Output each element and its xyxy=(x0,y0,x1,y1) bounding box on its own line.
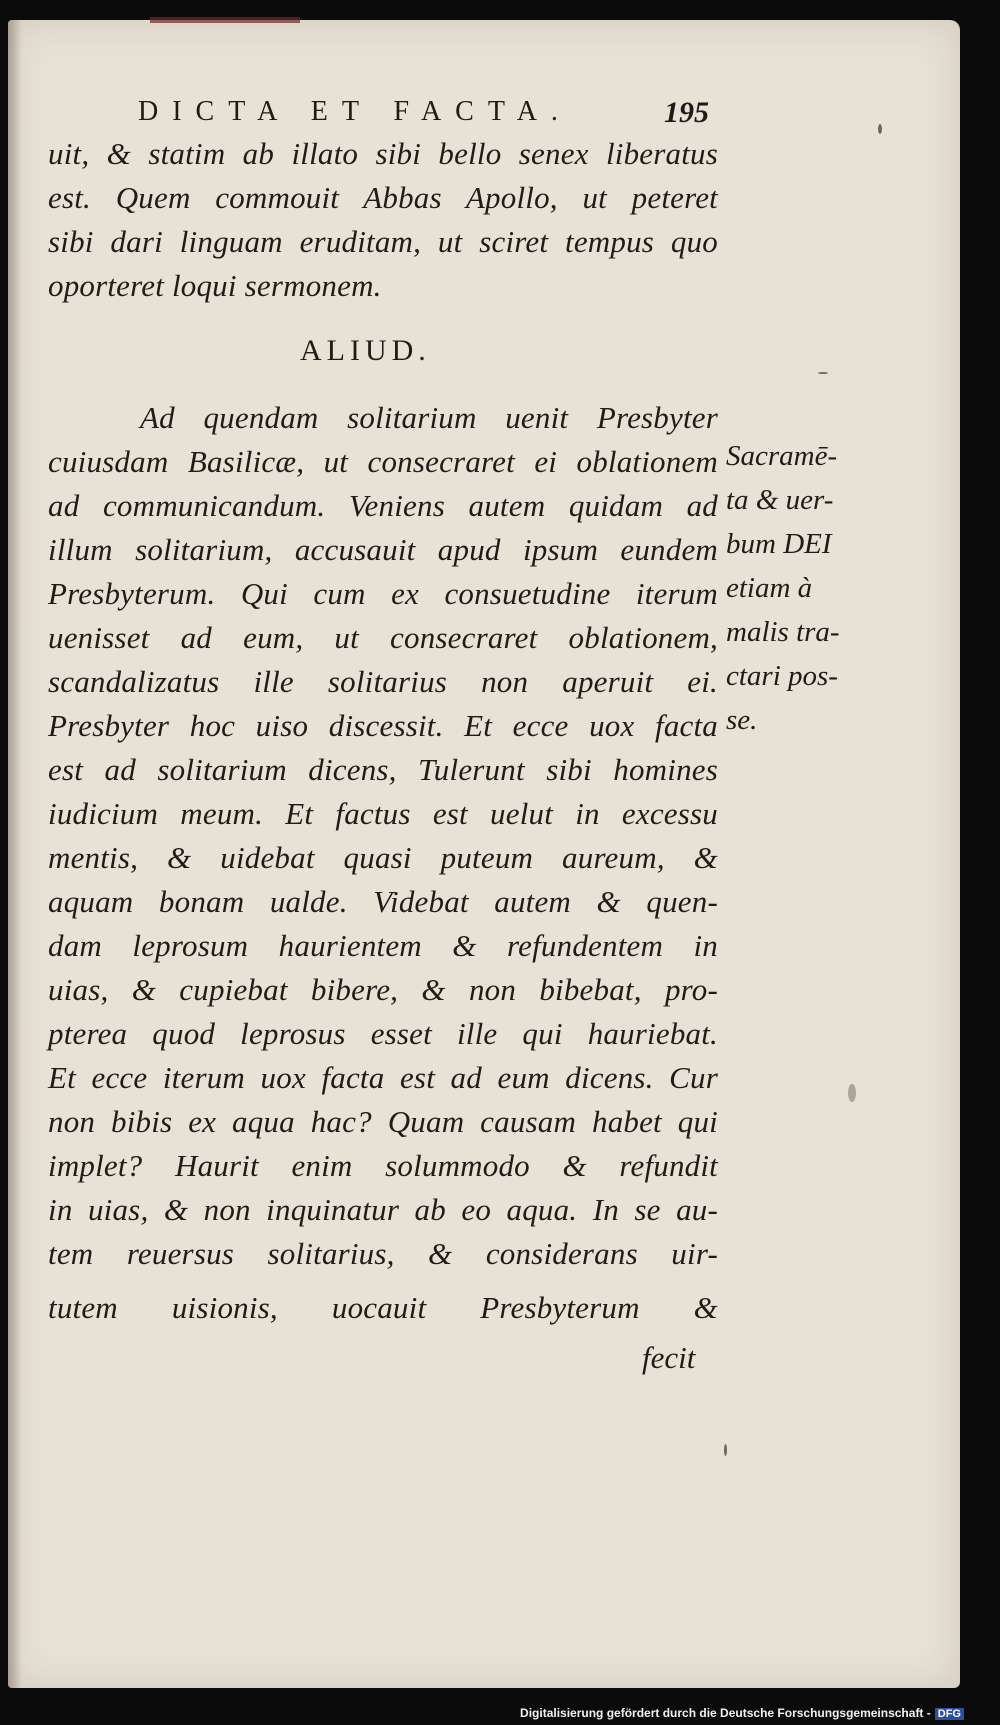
page-number: 195 xyxy=(664,96,709,129)
text-line: iudicium meum. Et factus est uelut in excessu xyxy=(48,796,718,831)
running-head: DICTA ET FACTA. xyxy=(138,96,572,127)
text-line: implet? Haurit enim solummodo & refundit xyxy=(48,1148,718,1183)
text-line: uias, & cupiebat bibere, & non bibebat, pro- xyxy=(48,972,718,1007)
text-line: mentis, & uidebat quasi puteum aureum, & xyxy=(48,840,718,875)
margin-note-line: Sacramē- xyxy=(726,440,838,472)
text-line: Presbyterum. Qui cum ex consuetudine iterum xyxy=(48,576,718,611)
catchword: fecit xyxy=(642,1340,696,1375)
text-line: tem reuersus solitarius, & considerans uir- xyxy=(48,1236,718,1271)
margin-note-line: etiam à xyxy=(726,572,813,604)
text-line: oporteret loqui sermonem. xyxy=(48,268,382,303)
text-line: sibi dari linguam eruditam, ut sciret tempus quo xyxy=(48,224,718,259)
margin-note-line: ctari pos- xyxy=(726,660,838,692)
text-line: est ad solitarium dicens, Tulerunt sibi homines xyxy=(48,752,718,787)
binding-mark xyxy=(150,17,300,23)
text-line: Ad quendam solitarium uenit Presbyter xyxy=(140,400,718,435)
text-line: uit, & statim ab illato sibi bello senex liberatus xyxy=(48,136,718,171)
section-heading: ALIUD. xyxy=(300,334,431,367)
paper-speck xyxy=(878,124,882,134)
text-line: Presbyter hoc uiso discessit. Et ecce uox facta xyxy=(48,708,718,743)
margin-note-line: malis tra- xyxy=(726,616,840,648)
text-line: scandalizatus ille solitarius non aperuit ei. xyxy=(48,664,718,699)
margin-note-line: bum DEI xyxy=(726,528,832,560)
margin-note-line: ta & uer- xyxy=(726,484,834,516)
text-line: dam leprosum haurientem & refundentem in xyxy=(48,928,718,963)
digitization-credit xyxy=(520,1706,964,1720)
text-line: est. Quem commouit Abbas Apollo, ut peteret xyxy=(48,180,718,215)
text-line: aquam bonam ualde. Videbat autem & quen- xyxy=(48,884,718,919)
paper-speck xyxy=(724,1444,727,1456)
paper-speck xyxy=(818,372,828,374)
text-line: Et ecce iterum uox facta est ad eum dicens. Cur xyxy=(48,1060,718,1095)
text-line: pterea quod leprosus esset ille qui hauriebat. xyxy=(48,1016,718,1051)
text-line: non bibis ex aqua hac? Quam causam habet qui xyxy=(48,1104,718,1139)
text-line: tutem uisionis, uocauit Presbyterum & xyxy=(48,1290,718,1325)
text-line: cuiusdam Basilicæ, ut consecraret ei oblationem xyxy=(48,444,718,479)
text-line: uenisset ad eum, ut consecraret oblationem, xyxy=(48,620,718,655)
paper-speck xyxy=(848,1084,856,1102)
credit-text: Digitalisierung gefördert durch die Deutsche Forschungsgemeinschaft - xyxy=(520,1706,931,1720)
text-line: ad communicandum. Veniens autem quidam ad xyxy=(48,488,718,523)
text-line: in uias, & non inquinatur ab eo aqua. In se au- xyxy=(48,1192,718,1227)
margin-note-line: se. xyxy=(726,704,758,736)
dfg-logo: DFG xyxy=(935,1708,964,1720)
text-line: illum solitarium, accusauit apud ipsum eundem xyxy=(48,532,718,567)
